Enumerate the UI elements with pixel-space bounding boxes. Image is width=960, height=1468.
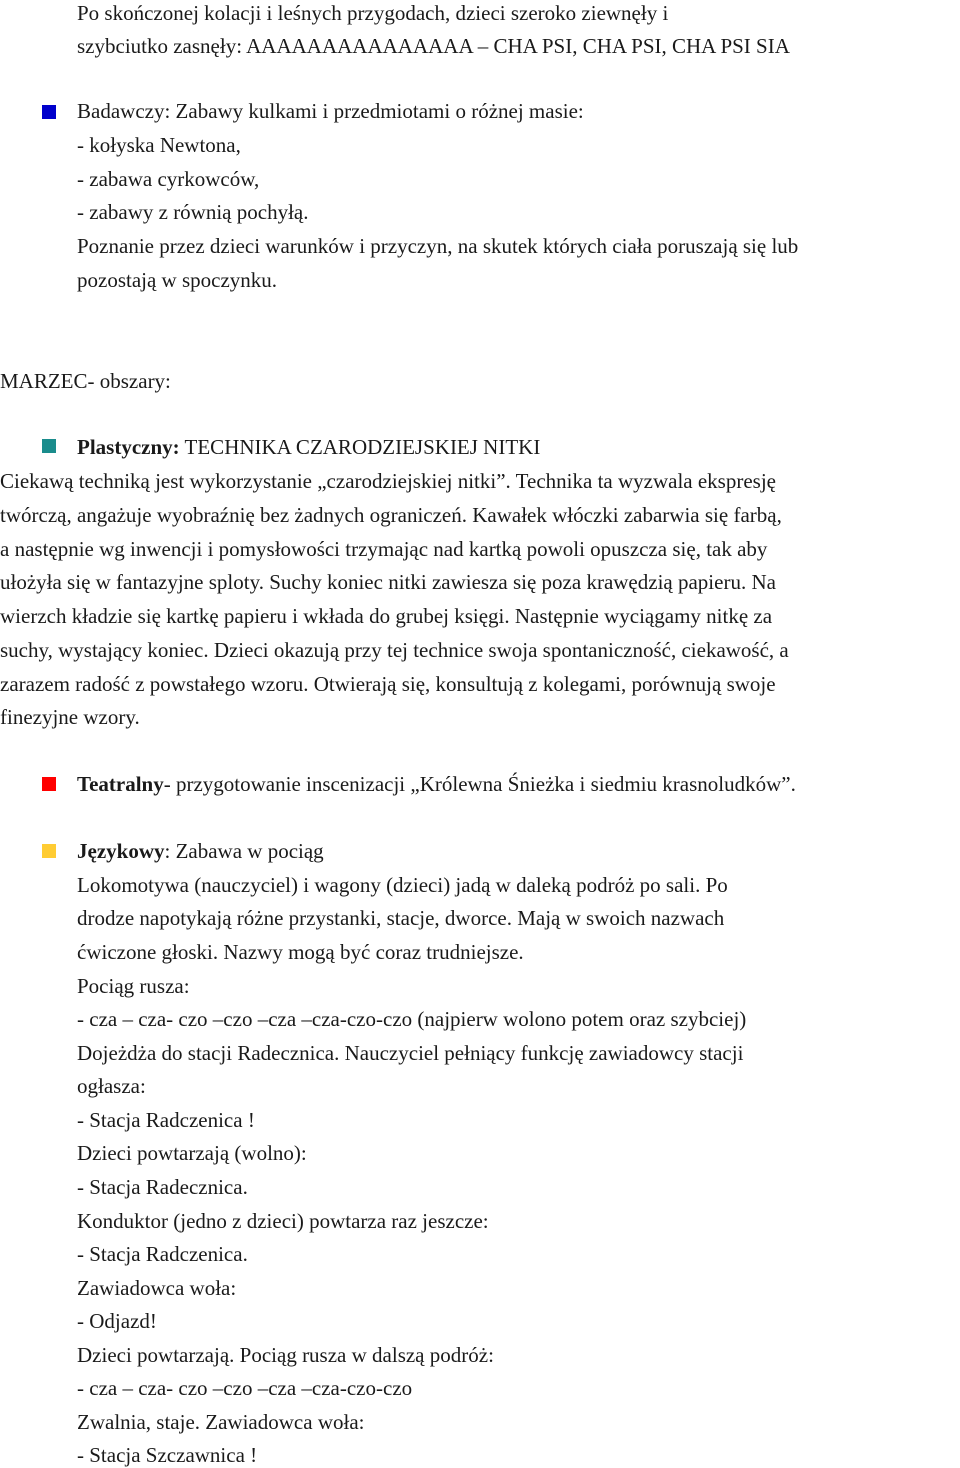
jezykowy-title: : Zabawa w pociąg: [164, 839, 324, 863]
badawczy-line-6: pozostają w spoczynku.: [77, 268, 278, 292]
plastyczny-text-line: a następnie wg inwencji i pomysłowości trzymając nad kartką powoli opuszcza się, tak aby: [0, 537, 768, 561]
jezykowy-text-line: - Odjazd!: [77, 1309, 157, 1333]
badawczy-line-2: - kołyska Newtona,: [77, 133, 241, 157]
jezykowy-text-line: Zawiadowca woła:: [77, 1276, 237, 1300]
jezykowy-text-line: Pociąg rusza:: [77, 974, 190, 998]
badawczy-line-1: Badawczy: Zabawy kulkami i przedmiotami o różnej masie:: [77, 99, 584, 123]
plastyczny-heading: [77, 434, 540, 460]
jezykowy-text-line: - Stacja Radczenica.: [77, 1242, 248, 1266]
plastyczny-text-line: finezyjne wzory.: [0, 705, 140, 729]
badawczy-line-3: - zabawa cyrkowców,: [77, 167, 260, 191]
jezykowy-text-line: ćwiczone głoski. Nazwy mogą być coraz trudniejsze.: [77, 940, 524, 964]
jezykowy-text-line: - cza – cza- czo –czo –cza –cza-czo-czo: [77, 1376, 413, 1400]
plastyczny-text-line: twórczą, angażuje wyobraźnię bez żadnych ograniczeń. Kawałek włóczki zabarwia się farbą,: [0, 503, 782, 527]
plastyczny-text-line: suchy, wystający koniec. Dzieci okazują przy tej technice swoja spontaniczność, ciekawość, a: [0, 638, 789, 662]
jezykowy-text-line: Lokomotywa (nauczyciel) i wagony (dzieci) jadą w daleką podróż po sali. Po: [77, 873, 728, 897]
badawczy-line-5: Poznanie przez dzieci warunków i przyczyn, na skutek których ciała poruszają się lub: [77, 234, 799, 258]
plastyczny-title: TECHNIKA CZARODZIEJSKIEJ NITKI: [179, 435, 541, 459]
jezykowy-text-line: Zwalnia, staje. Zawiadowca woła:: [77, 1410, 365, 1434]
intro-line-1: Po skończonej kolacji i leśnych przygodach, dzieci szeroko ziewnęły i: [77, 1, 669, 25]
jezykowy-text-line: Dzieci powtarzają. Pociąg rusza w dalszą podróż:: [77, 1343, 494, 1367]
teatralny-text: - przygotowanie inscenizacji „Królewna Śnieżka i siedmiu krasnoludków”.: [163, 772, 796, 796]
plastyczny-text-line: Ciekawą techniką jest wykorzystanie „czarodziejskiej nitki”. Technika ta wyzwala ekspresję: [0, 469, 776, 493]
jezykowy-heading: [77, 838, 324, 864]
badawczy-line-4: - zabawy z równią pochyłą.: [77, 200, 309, 224]
jezykowy-text-line: drodze napotykają różne przystanki, stacje, dworce. Mają w swoich nazwach: [77, 906, 725, 930]
jezykowy-text-line: - cza – cza- czo –czo –cza –cza-czo-czo (najpierw wolono potem oraz szybciej): [77, 1007, 747, 1031]
plastyczny-text-line: wierzch kładzie się kartkę papieru i wkłada do grubej księgi. Następnie wyciągamy nitkę za: [0, 604, 773, 628]
jezykowy-text-line: - Stacja Radczenica !: [77, 1108, 255, 1132]
square-bullet-icon: [42, 777, 56, 791]
intro-line-2: szybciutko zasnęły: AAAAAAAAAAAAAAA – CHA PSI, CHA PSI, CHA PSI SIA: [77, 34, 790, 58]
section-heading: MARZEC- obszary:: [0, 369, 171, 393]
square-bullet-icon: [42, 844, 56, 858]
jezykowy-label: Językowy: [77, 839, 165, 863]
jezykowy-text-line: - Stacja Szczawnica !: [77, 1443, 258, 1467]
jezykowy-text-line: ogłasza:: [77, 1074, 146, 1098]
jezykowy-text-line: Dzieci powtarzają (wolno):: [77, 1141, 307, 1165]
teatralny-line: [77, 771, 796, 797]
plastyczny-text-line: zarazem radość z powstałego wzoru. Otwierają się, konsultują z kolegami, porównują swoje: [0, 672, 776, 696]
jezykowy-text-line: - Stacja Radecznica.: [77, 1175, 248, 1199]
plastyczny-label: Plastyczny:: [77, 435, 180, 459]
jezykowy-text-line: Konduktor (jedno z dzieci) powtarza raz jeszcze:: [77, 1209, 489, 1233]
square-bullet-icon: [42, 439, 56, 453]
teatralny-label: Teatralny: [77, 772, 164, 796]
plastyczny-text-line: ułożyła się w fantazyjne sploty. Suchy koniec nitki zawiesza się poza krawędzią papieru. Na: [0, 570, 776, 594]
square-bullet-icon: [42, 105, 56, 119]
jezykowy-text-line: Dojeżdża do stacji Radecznica. Nauczyciel pełniący funkcję zawiadowcy stacji: [77, 1041, 744, 1065]
